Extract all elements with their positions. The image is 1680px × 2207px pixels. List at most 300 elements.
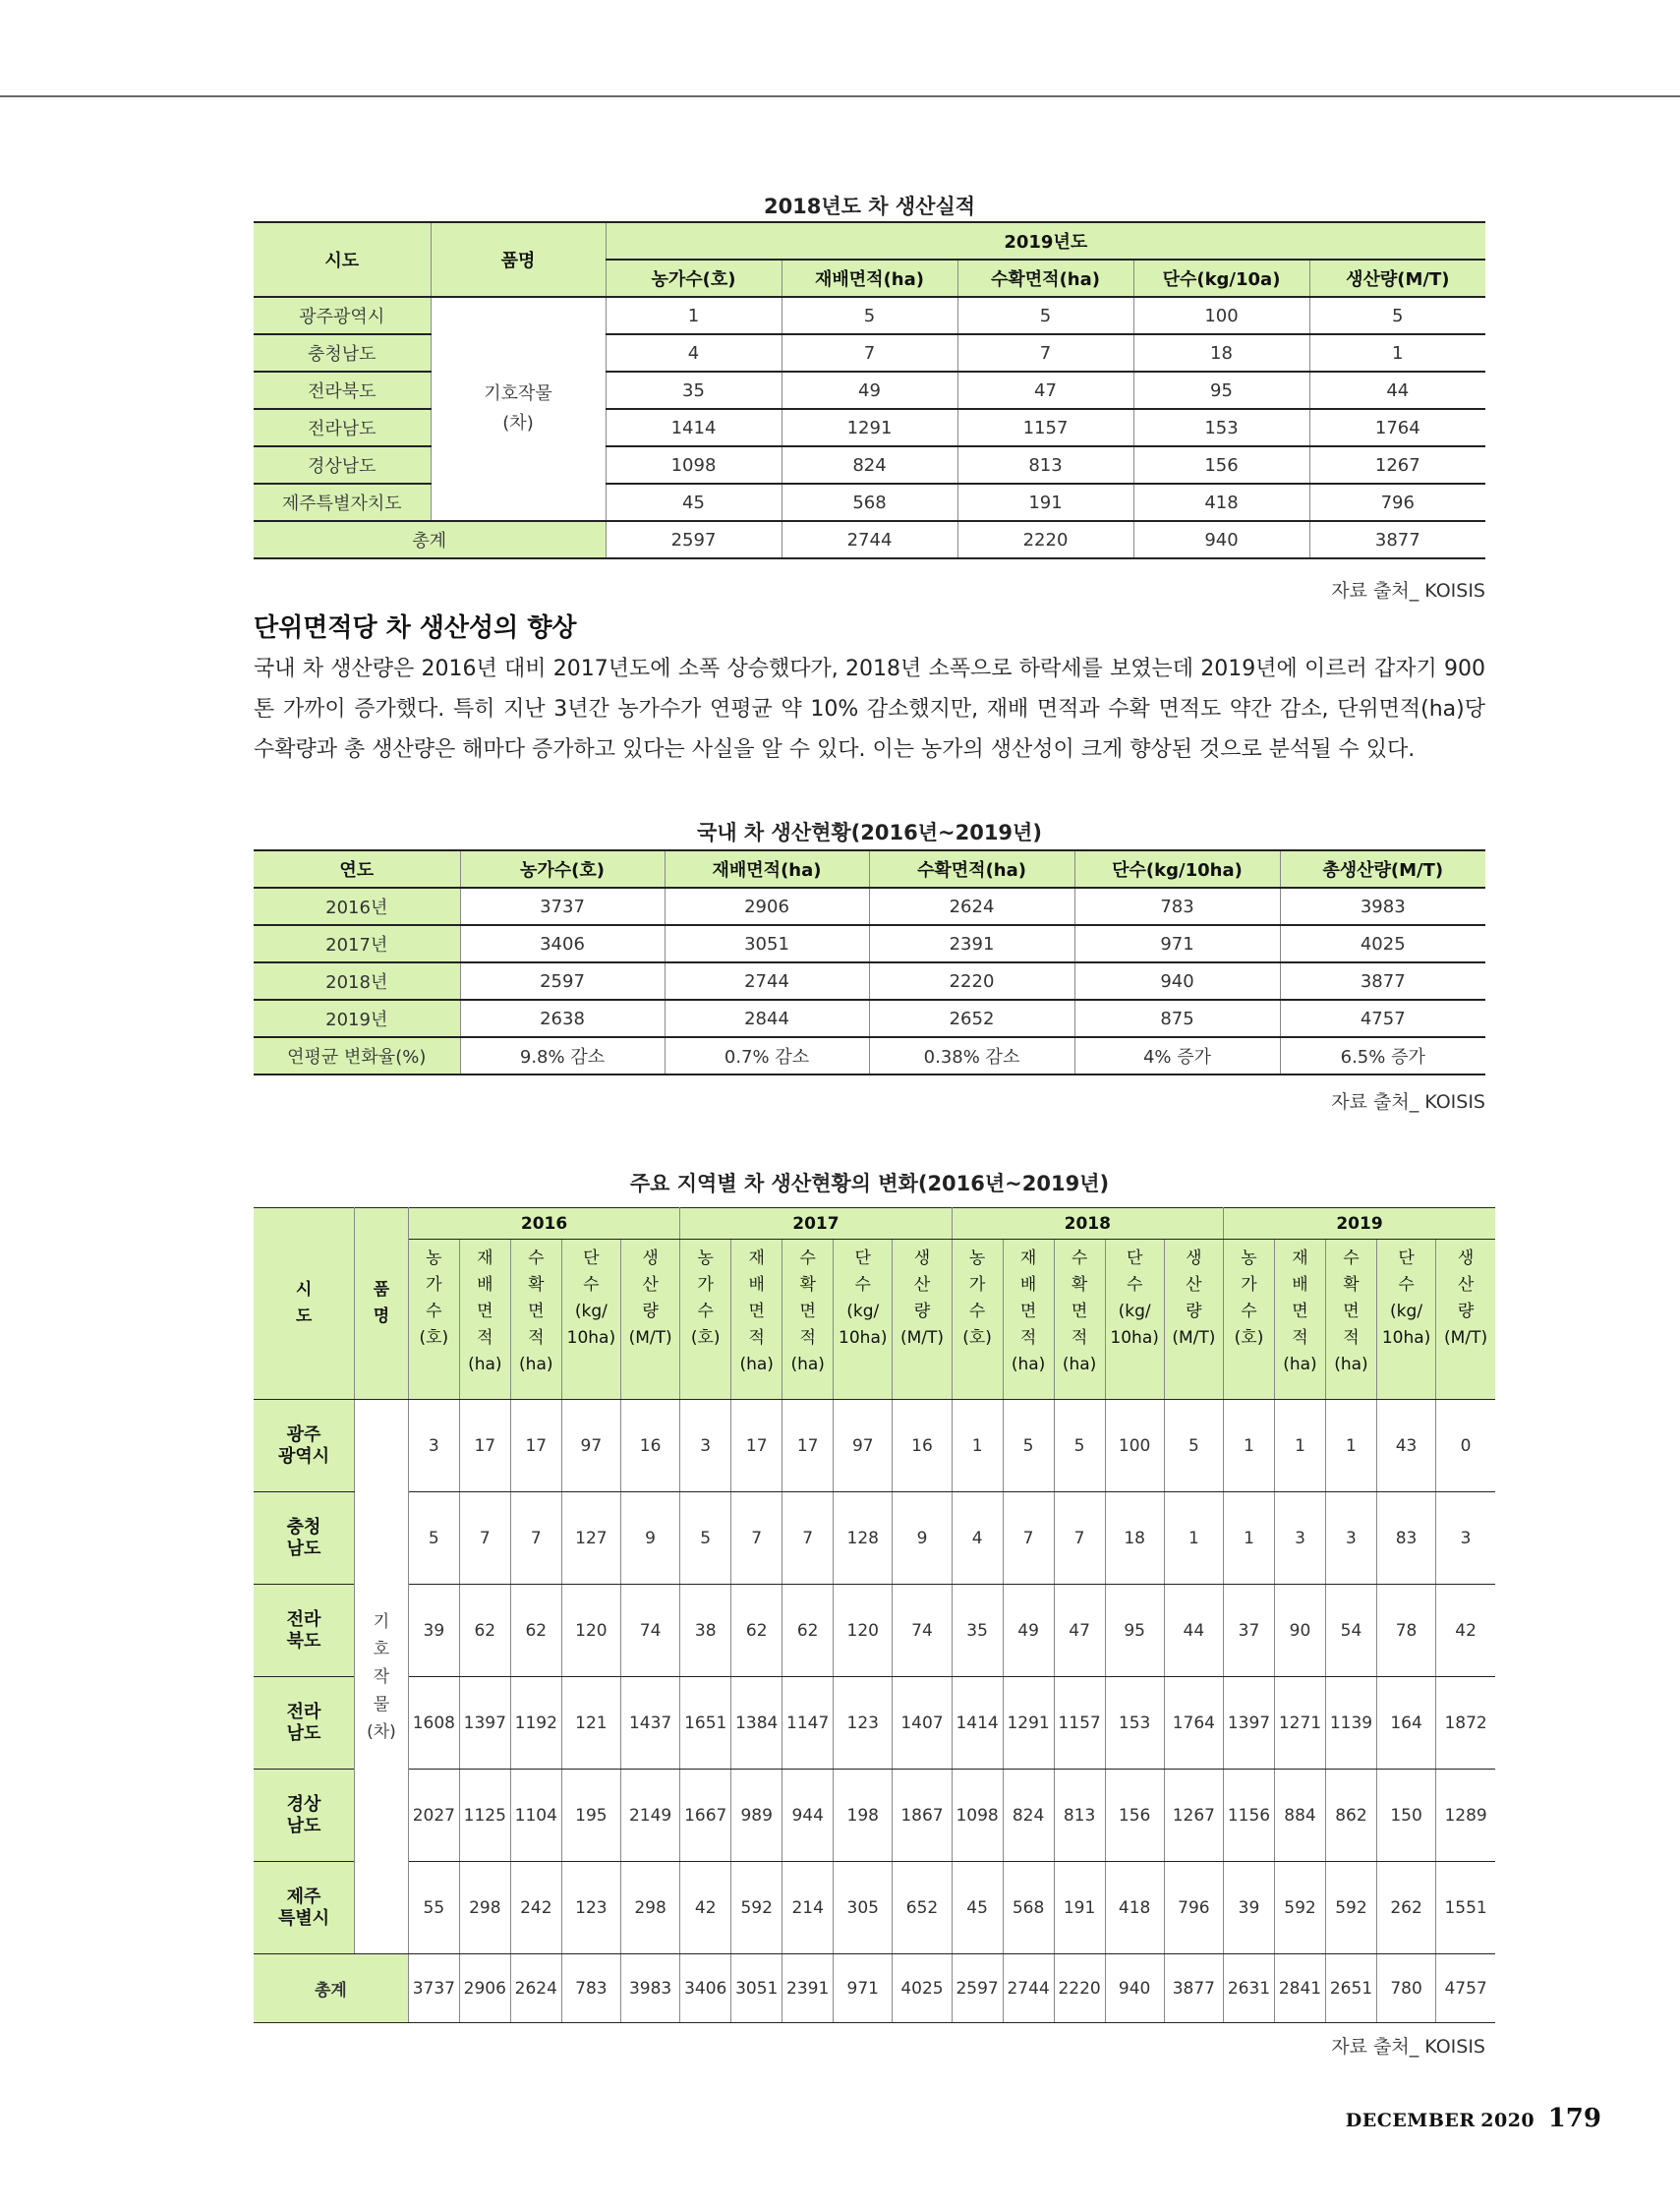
variety-cell [355, 1400, 409, 1954]
value-cell: 1125 [459, 1770, 510, 1862]
table3-caption: 주요 지역별 차 생산현황의 변화(2016년~2019년) [629, 1172, 1110, 1195]
row-label: 2016년 [254, 888, 460, 925]
value-cell: 989 [731, 1770, 782, 1862]
column-header: 수확면적(ha) [869, 850, 1074, 888]
value-cell: 123 [834, 1677, 893, 1770]
value-cell: 38 [680, 1585, 731, 1677]
table-row [254, 1677, 1495, 1770]
total-cell: 2220 [957, 521, 1133, 558]
value-cell: 824 [1003, 1770, 1054, 1862]
column-header: 단수(kg/10ha) [1074, 850, 1280, 888]
section-body: 국내 차 생산량은 2016년 대비 2017년도에 소폭 상승했다가, 2018년 소폭으로 하락세를 보였는데 2019년에 이르러 갑자기 900톤 가까이 증가했다. 특히 지난 3년간 농가수가 연평균 약 10% 감소했지만, 재배 면적과 수확 면적도 약간 감소, 단위면적(ha)당 수확량과 총 생산량은 해마다 증가하고 있다는 사실을 알 수 있다. 이는 농가의 생산성이 크게 향상된 것으로 분석될 수 있다. [254, 657, 1485, 762]
value-cell: 7 [782, 334, 957, 372]
value-cell: 2652 [869, 1000, 1074, 1037]
value-cell: 944 [782, 1770, 834, 1862]
page-number: 179 [1547, 2104, 1601, 2133]
value-cell: 1267 [1309, 446, 1485, 484]
value-cell: 5 [1003, 1400, 1054, 1492]
value-cell: 1414 [606, 409, 782, 446]
value-cell: 1551 [1436, 1862, 1495, 1954]
table-row [254, 1585, 1495, 1677]
metric-header [952, 1240, 1003, 1400]
value-cell: 796 [1164, 1862, 1223, 1954]
value-cell: 2906 [665, 888, 869, 925]
metric-header [1376, 1240, 1435, 1400]
metric-header [561, 1240, 620, 1400]
total-row [254, 521, 1485, 558]
value-cell: 9 [620, 1492, 679, 1585]
value-cell: 49 [782, 372, 957, 409]
value-cell: 2149 [620, 1770, 679, 1862]
value-cell: 62 [459, 1585, 510, 1677]
value-cell: 74 [893, 1585, 952, 1677]
value-cell: 2744 [665, 962, 869, 1000]
value-cell: 5 [782, 297, 957, 334]
table-row [254, 297, 1485, 334]
metric-header [1224, 1240, 1275, 1400]
value-cell: 1291 [1003, 1677, 1054, 1770]
value-cell: 83 [1376, 1492, 1435, 1585]
value-cell: 1098 [952, 1770, 1003, 1862]
metric-header [1003, 1240, 1054, 1400]
value-cell: 3406 [460, 925, 665, 962]
metric-header [731, 1240, 782, 1400]
row-label: 2018년 [254, 962, 460, 1000]
metric-label: 농 가 수 (호) [962, 1249, 992, 1348]
value-cell: 7 [459, 1492, 510, 1585]
value-cell: 42 [1436, 1585, 1495, 1677]
value-cell: 100 [1133, 297, 1309, 334]
value-cell: 123 [561, 1862, 620, 1954]
value-cell: 1764 [1164, 1677, 1223, 1770]
total-cell: 2391 [782, 1954, 834, 2023]
region-cell [254, 1770, 355, 1862]
value-cell: 1157 [1054, 1677, 1105, 1770]
total-cell: 4757 [1436, 1954, 1495, 2023]
value-cell: 3 [408, 1400, 459, 1492]
table3-source: 자료 출처_ KOISIS [1331, 2036, 1485, 2058]
value-cell: 1157 [957, 409, 1133, 446]
header-variety: 품 명 [355, 1208, 409, 1400]
value-cell: 195 [561, 1770, 620, 1862]
value-cell: 47 [1054, 1585, 1105, 1677]
value-cell: 3983 [1280, 888, 1485, 925]
subheader-col: 재배면적(ha) [782, 260, 957, 297]
metric-label: 농 가 수 (호) [1234, 1249, 1264, 1348]
region-cell: 광주광역시 [254, 297, 431, 334]
value-cell: 7 [731, 1492, 782, 1585]
value-cell: 18 [1105, 1492, 1164, 1585]
value-cell: 214 [782, 1862, 834, 1954]
table-row [254, 1400, 1495, 1492]
region-cell: 경상남도 [254, 446, 431, 484]
value-cell: 4025 [1280, 925, 1485, 962]
value-cell: 1414 [952, 1677, 1003, 1770]
table-row [254, 1492, 1495, 1585]
metric-header [1164, 1240, 1223, 1400]
value-cell: 121 [561, 1677, 620, 1770]
region-cell: 충청남도 [254, 334, 431, 372]
region-label: 제주 특별시 [277, 1886, 330, 1929]
region-cell [254, 1400, 355, 1492]
value-cell: 2844 [665, 1000, 869, 1037]
total-cell: 2597 [606, 521, 782, 558]
value-cell: 4 [952, 1492, 1003, 1585]
value-cell: 1192 [510, 1677, 561, 1770]
metric-label: 재 배 면 적 (ha) [739, 1249, 774, 1374]
subheader-col: 단수(kg/10a) [1133, 260, 1309, 297]
table-row [254, 1037, 1485, 1074]
value-cell: 62 [782, 1585, 834, 1677]
value-cell: 62 [731, 1585, 782, 1677]
table1-caption: 2018년도 차 생산실적 [763, 195, 976, 218]
metric-label: 농 가 수 (호) [419, 1249, 449, 1348]
value-cell: 1104 [510, 1770, 561, 1862]
value-cell: 16 [893, 1400, 952, 1492]
value-cell: 1867 [893, 1770, 952, 1862]
value-cell: 17 [731, 1400, 782, 1492]
total-cell: 4025 [893, 1954, 952, 2023]
value-cell: 39 [408, 1585, 459, 1677]
variety-line: 기호작물 [484, 383, 552, 404]
value-cell: 1667 [680, 1770, 731, 1862]
value-cell: 1651 [680, 1677, 731, 1770]
value-cell: 568 [1003, 1862, 1054, 1954]
total-cell: 783 [561, 1954, 620, 2023]
value-cell: 971 [1074, 925, 1280, 962]
region-cell [254, 1862, 355, 1954]
value-cell: 3737 [460, 888, 665, 925]
value-cell: 4% 증가 [1074, 1037, 1280, 1074]
metric-label: 단 수 (kg/ 10ha) [1110, 1249, 1159, 1348]
total-cell: 2624 [510, 1954, 561, 2023]
value-cell: 17 [782, 1400, 834, 1492]
value-cell: 1291 [782, 409, 957, 446]
value-cell: 5 [957, 297, 1133, 334]
metric-header [1274, 1240, 1325, 1400]
value-cell: 9.8% 감소 [460, 1037, 665, 1074]
value-cell: 5 [1164, 1400, 1223, 1492]
value-cell: 17 [459, 1400, 510, 1492]
subheader-col: 농가수(호) [606, 260, 782, 297]
value-cell: 62 [510, 1585, 561, 1677]
value-cell: 127 [561, 1492, 620, 1585]
region-cell: 전라남도 [254, 409, 431, 446]
header-variety: 품명 [431, 222, 606, 297]
value-cell: 1147 [782, 1677, 834, 1770]
value-cell: 18 [1133, 334, 1309, 372]
value-cell: 97 [561, 1400, 620, 1492]
value-cell: 875 [1074, 1000, 1280, 1037]
total-cell: 2651 [1325, 1954, 1376, 2023]
footer-year: 2020 [1480, 2110, 1535, 2131]
value-cell: 1 [1325, 1400, 1376, 1492]
table-row [254, 888, 1485, 925]
value-cell: 97 [834, 1400, 893, 1492]
value-cell: 1 [1274, 1400, 1325, 1492]
region-cell: 제주특별자치도 [254, 484, 431, 521]
header-year: 2019년도 [606, 222, 1485, 260]
value-cell: 1 [1164, 1492, 1223, 1585]
value-cell: 783 [1074, 888, 1280, 925]
value-cell: 1 [1309, 334, 1485, 372]
metric-header [834, 1240, 893, 1400]
metric-header [1436, 1240, 1495, 1400]
metric-header [893, 1240, 952, 1400]
value-cell: 164 [1376, 1677, 1435, 1770]
value-cell: 1289 [1436, 1770, 1495, 1862]
value-cell: 3051 [665, 925, 869, 962]
table2-source: 자료 출처_ KOISIS [1331, 1091, 1485, 1113]
value-cell: 4757 [1280, 1000, 1485, 1037]
page-footer [1346, 2104, 1601, 2133]
value-cell: 7 [1003, 1492, 1054, 1585]
value-cell: 120 [834, 1585, 893, 1677]
metric-header [459, 1240, 510, 1400]
value-cell: 2220 [869, 962, 1074, 1000]
total-cell: 2744 [1003, 1954, 1054, 2023]
subheader-col: 수확면적(ha) [957, 260, 1133, 297]
row-label: 2019년 [254, 1000, 460, 1037]
value-cell: 242 [510, 1862, 561, 1954]
total-cell: 3051 [731, 1954, 782, 2023]
total-cell: 971 [834, 1954, 893, 2023]
value-cell: 90 [1274, 1585, 1325, 1677]
value-cell: 652 [893, 1862, 952, 1954]
value-cell: 884 [1274, 1770, 1325, 1862]
value-cell: 1384 [731, 1677, 782, 1770]
top-rule [0, 95, 1680, 97]
metric-header [408, 1240, 459, 1400]
subheader-col: 생산량(M/T) [1309, 260, 1485, 297]
variety-cell [431, 297, 606, 521]
value-cell: 45 [952, 1862, 1003, 1954]
metric-label: 수 확 면 적 (ha) [519, 1249, 553, 1374]
value-cell: 1764 [1309, 409, 1485, 446]
total-cell: 2631 [1224, 1954, 1275, 2023]
value-cell: 5 [1309, 297, 1485, 334]
value-cell: 191 [1054, 1862, 1105, 1954]
value-cell: 54 [1325, 1585, 1376, 1677]
column-header: 연도 [254, 850, 460, 888]
total-cell: 2220 [1054, 1954, 1105, 2023]
variety-line: (차) [502, 413, 534, 434]
value-cell: 37 [1224, 1585, 1275, 1677]
value-cell: 3 [680, 1400, 731, 1492]
metric-label: 단 수 (kg/ 10ha) [839, 1249, 888, 1348]
value-cell: 262 [1376, 1862, 1435, 1954]
total-cell: 2841 [1274, 1954, 1325, 2023]
footer-month: DECEMBER [1345, 2110, 1476, 2131]
total-row [254, 1954, 1495, 2023]
value-cell: 7 [1054, 1492, 1105, 1585]
region-cell [254, 1585, 355, 1677]
metric-header [680, 1240, 731, 1400]
value-cell: 44 [1309, 372, 1485, 409]
value-cell: 43 [1376, 1400, 1435, 1492]
total-label: 총계 [254, 521, 606, 558]
metric-header [1325, 1240, 1376, 1400]
value-cell: 1397 [1224, 1677, 1275, 1770]
value-cell: 74 [620, 1585, 679, 1677]
total-cell: 2744 [782, 521, 957, 558]
value-cell: 156 [1105, 1770, 1164, 1862]
value-cell: 1271 [1274, 1677, 1325, 1770]
region-cell [254, 1677, 355, 1770]
value-cell: 2624 [869, 888, 1074, 925]
row-label: 2017년 [254, 925, 460, 962]
region-label: 전라 북도 [286, 1608, 321, 1652]
table-regional-production [254, 1207, 1495, 2023]
value-cell: 35 [952, 1585, 1003, 1677]
value-cell: 78 [1376, 1585, 1435, 1677]
value-cell: 6.5% 증가 [1280, 1037, 1485, 1074]
total-cell: 3877 [1164, 1954, 1223, 2023]
region-cell: 전라북도 [254, 372, 431, 409]
year-header: 2019 [1224, 1208, 1496, 1240]
value-cell: 1139 [1325, 1677, 1376, 1770]
value-cell: 592 [731, 1862, 782, 1954]
value-cell: 153 [1105, 1677, 1164, 1770]
table-row [254, 962, 1485, 1000]
metric-label: 재 배 면 적 (ha) [1283, 1249, 1317, 1374]
value-cell: 55 [408, 1862, 459, 1954]
region-label: 광주 광역시 [277, 1423, 330, 1467]
column-header: 총생산량(M/T) [1280, 850, 1485, 888]
metric-label: 재 배 면 적 (ha) [1011, 1249, 1046, 1374]
region-cell [254, 1492, 355, 1585]
total-cell: 2597 [952, 1954, 1003, 2023]
metric-label: 수 확 면 적 (ha) [790, 1249, 825, 1374]
value-cell: 35 [606, 372, 782, 409]
header-region: 시 도 [254, 1208, 355, 1400]
value-cell: 191 [957, 484, 1133, 521]
metric-label: 재 배 면 적 (ha) [468, 1249, 502, 1374]
value-cell: 16 [620, 1400, 679, 1492]
value-cell: 128 [834, 1492, 893, 1585]
value-cell: 5 [680, 1492, 731, 1585]
value-cell: 418 [1105, 1862, 1164, 1954]
total-cell: 3406 [680, 1954, 731, 2023]
total-label: 총계 [254, 1954, 408, 2023]
value-cell: 47 [957, 372, 1133, 409]
value-cell: 120 [561, 1585, 620, 1677]
value-cell: 824 [782, 446, 957, 484]
value-cell: 1 [1224, 1492, 1275, 1585]
value-cell: 3 [1436, 1492, 1495, 1585]
value-cell: 418 [1133, 484, 1309, 521]
value-cell: 3877 [1280, 962, 1485, 1000]
year-header: 2018 [952, 1208, 1223, 1240]
section-title: 단위면적당 차 생산성의 향상 [254, 613, 577, 643]
value-cell: 1437 [620, 1677, 679, 1770]
table-row [254, 1770, 1495, 1862]
value-cell: 592 [1274, 1862, 1325, 1954]
value-cell: 2638 [460, 1000, 665, 1037]
total-cell: 3983 [620, 1954, 679, 2023]
value-cell: 7 [782, 1492, 834, 1585]
value-cell: 0.38% 감소 [869, 1037, 1074, 1074]
value-cell: 4 [606, 334, 782, 372]
value-cell: 813 [957, 446, 1133, 484]
metric-label: 단 수 (kg/ 10ha) [566, 1249, 616, 1348]
value-cell: 305 [834, 1862, 893, 1954]
metric-label: 생 산 량 (M/T) [899, 1249, 944, 1348]
value-cell: 7 [510, 1492, 561, 1585]
table1-source: 자료 출처_ KOISIS [1331, 580, 1485, 602]
value-cell: 3 [1274, 1492, 1325, 1585]
total-cell: 2906 [459, 1954, 510, 2023]
total-cell: 3737 [408, 1954, 459, 2023]
column-header: 농가수(호) [460, 850, 665, 888]
year-header: 2017 [680, 1208, 952, 1240]
metric-label: 농 가 수 (호) [690, 1249, 721, 1348]
value-cell: 0.7% 감소 [665, 1037, 869, 1074]
metric-label: 생 산 량 (M/T) [628, 1249, 672, 1348]
value-cell: 198 [834, 1770, 893, 1862]
table2-caption: 국내 차 생산현황(2016년~2019년) [697, 821, 1042, 844]
total-cell: 780 [1376, 1954, 1435, 2023]
table-row [254, 1862, 1495, 1954]
total-cell: 3877 [1309, 521, 1485, 558]
table-2018-production [254, 221, 1485, 559]
region-label: 충청 남도 [286, 1516, 321, 1559]
value-cell: 5 [1054, 1400, 1105, 1492]
metric-header [510, 1240, 561, 1400]
value-cell: 17 [510, 1400, 561, 1492]
value-cell: 5 [408, 1492, 459, 1585]
region-label: 경상 남도 [286, 1793, 321, 1836]
total-cell: 940 [1105, 1954, 1164, 2023]
value-cell: 2027 [408, 1770, 459, 1862]
value-cell: 796 [1309, 484, 1485, 521]
metric-header [1054, 1240, 1105, 1400]
value-cell: 39 [1224, 1862, 1275, 1954]
metric-header [782, 1240, 834, 1400]
metric-label: 생 산 량 (M/T) [1444, 1249, 1488, 1348]
value-cell: 2391 [869, 925, 1074, 962]
table-national-production [254, 849, 1485, 1075]
value-cell: 7 [957, 334, 1133, 372]
value-cell: 150 [1376, 1770, 1435, 1862]
value-cell: 95 [1105, 1585, 1164, 1677]
value-cell: 940 [1074, 962, 1280, 1000]
row-label: 연평균 변화율(%) [254, 1037, 460, 1074]
value-cell: 9 [893, 1492, 952, 1585]
value-cell: 42 [680, 1862, 731, 1954]
value-cell: 1872 [1436, 1677, 1495, 1770]
value-cell: 813 [1054, 1770, 1105, 1862]
value-cell: 298 [620, 1862, 679, 1954]
column-header: 재배면적(ha) [665, 850, 869, 888]
value-cell: 298 [459, 1862, 510, 1954]
variety-label: 기 호 작 물 (차) [367, 1611, 396, 1742]
value-cell: 1 [606, 297, 782, 334]
value-cell: 100 [1105, 1400, 1164, 1492]
value-cell: 1 [952, 1400, 1003, 1492]
table-row [254, 1000, 1485, 1037]
total-cell: 940 [1133, 521, 1309, 558]
metric-label: 단 수 (kg/ 10ha) [1381, 1249, 1431, 1348]
value-cell: 95 [1133, 372, 1309, 409]
table-row [254, 925, 1485, 962]
metric-header [1105, 1240, 1164, 1400]
value-cell: 153 [1133, 409, 1309, 446]
value-cell: 45 [606, 484, 782, 521]
value-cell: 1267 [1164, 1770, 1223, 1862]
value-cell: 44 [1164, 1585, 1223, 1677]
value-cell: 1608 [408, 1677, 459, 1770]
